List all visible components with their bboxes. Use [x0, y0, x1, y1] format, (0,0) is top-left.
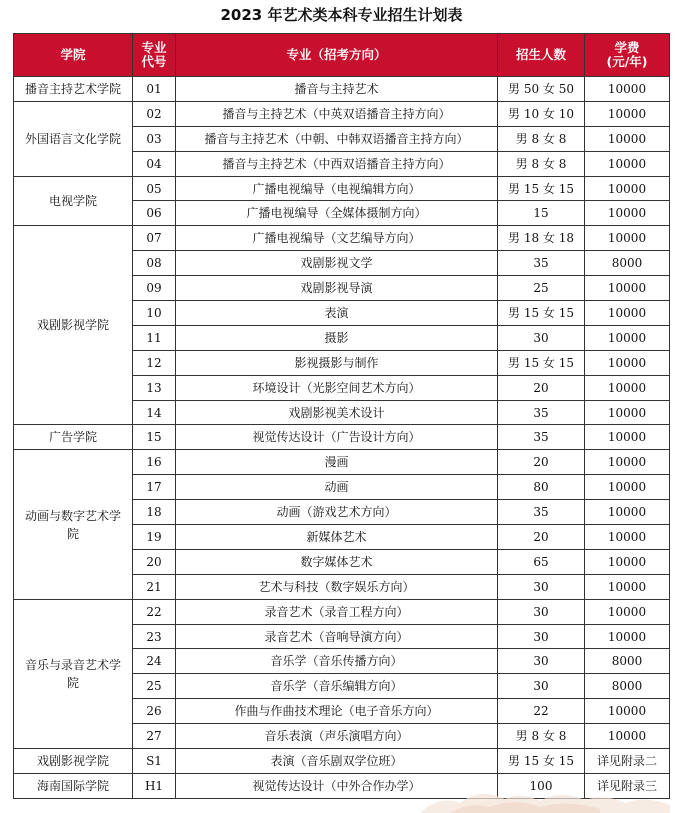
major-code-cell: 22: [133, 599, 176, 624]
major-cell: 播音与主持艺术（中英双语播音主持方向）: [176, 101, 498, 126]
college-cell: 电视学院: [14, 176, 133, 226]
major-cell: 音乐表演（声乐演唱方向）: [176, 724, 498, 749]
table-row: [14, 749, 670, 774]
major-cell: 广播电视编导（文艺编导方向）: [176, 226, 498, 251]
table-row: [14, 450, 670, 475]
fee-cell: 10000: [585, 525, 670, 550]
fee-cell: 10000: [585, 549, 670, 574]
quota-cell: 20: [498, 375, 585, 400]
table-row: [14, 599, 670, 624]
fee-cell: 10000: [585, 350, 670, 375]
quota-cell: 男 8 女 8: [498, 126, 585, 151]
major-cell: 录音艺术（录音工程方向）: [176, 599, 498, 624]
major-code-cell: 15: [133, 425, 176, 450]
major-cell: 作曲与作曲技术理论（电子音乐方向）: [176, 699, 498, 724]
major-code-cell: S1: [133, 749, 176, 774]
major-cell: 播音与主持艺术（中西双语播音主持方向）: [176, 151, 498, 176]
college-cell: 广告学院: [14, 425, 133, 450]
fee-cell: 10000: [585, 325, 670, 350]
major-code-cell: 09: [133, 276, 176, 301]
fee-cell: 10000: [585, 375, 670, 400]
college-cell: 外国语言文化学院: [14, 101, 133, 176]
quota-cell: 20: [498, 525, 585, 550]
fee-cell: 详见附录三: [585, 773, 670, 798]
major-cell: 表演（音乐剧双学位班）: [176, 749, 498, 774]
major-cell: 新媒体艺术: [176, 525, 498, 550]
major-code-cell: 12: [133, 350, 176, 375]
major-code-cell: 20: [133, 549, 176, 574]
header-major: 专业（招考方向）: [176, 34, 498, 77]
watermark-decoration: [420, 785, 670, 813]
major-code-cell: 23: [133, 624, 176, 649]
quota-cell: 男 15 女 15: [498, 350, 585, 375]
header-fee-line2: (元/年): [606, 54, 648, 69]
college-cell: 播音主持艺术学院: [14, 77, 133, 102]
major-cell: 漫画: [176, 450, 498, 475]
fee-cell: 10000: [585, 500, 670, 525]
quota-cell: 35: [498, 400, 585, 425]
major-code-cell: 18: [133, 500, 176, 525]
quota-cell: 30: [498, 624, 585, 649]
fee-cell: 10000: [585, 574, 670, 599]
major-code-cell: 17: [133, 475, 176, 500]
fee-cell: 10000: [585, 77, 670, 102]
major-code-cell: 27: [133, 724, 176, 749]
college-cell: 动画与数字艺术学院: [14, 450, 133, 599]
major-code-cell: 24: [133, 649, 176, 674]
quota-cell: 30: [498, 649, 585, 674]
quota-cell: 20: [498, 450, 585, 475]
major-code-cell: 10: [133, 301, 176, 326]
major-cell: 影视摄影与制作: [176, 350, 498, 375]
quota-cell: 35: [498, 500, 585, 525]
major-code-cell: 26: [133, 699, 176, 724]
major-code-cell: 11: [133, 325, 176, 350]
quota-cell: 男 18 女 18: [498, 226, 585, 251]
major-code-cell: H1: [133, 773, 176, 798]
quota-cell: 65: [498, 549, 585, 574]
major-cell: 广播电视编导（电视编辑方向）: [176, 176, 498, 201]
major-code-cell: 19: [133, 525, 176, 550]
major-cell: 表演: [176, 301, 498, 326]
fee-cell: 10000: [585, 400, 670, 425]
major-code-cell: 13: [133, 375, 176, 400]
college-cell: 戏剧影视学院: [14, 226, 133, 425]
fee-cell: 8000: [585, 674, 670, 699]
quota-cell: 22: [498, 699, 585, 724]
header-code-line2: 代号: [141, 54, 167, 69]
table-body: [14, 77, 670, 799]
quota-cell: 30: [498, 325, 585, 350]
header-code-line1: 专业: [141, 40, 167, 55]
fee-cell: 10000: [585, 599, 670, 624]
quota-cell: 100: [498, 773, 585, 798]
quota-cell: 30: [498, 574, 585, 599]
table-row: [14, 425, 670, 450]
quota-cell: 30: [498, 674, 585, 699]
major-cell: 播音与主持艺术: [176, 77, 498, 102]
major-cell: 广播电视编导（全媒体摄制方向）: [176, 201, 498, 226]
fee-cell: 10000: [585, 301, 670, 326]
quota-cell: 男 15 女 15: [498, 176, 585, 201]
college-cell: 海南国际学院: [14, 773, 133, 798]
major-code-cell: 02: [133, 101, 176, 126]
fee-cell: 10000: [585, 475, 670, 500]
table-row: [14, 77, 670, 102]
table-header-row: [14, 34, 670, 77]
table-row: [14, 226, 670, 251]
major-code-cell: 14: [133, 400, 176, 425]
header-fee-line1: 学费: [614, 40, 640, 55]
fee-cell: 10000: [585, 724, 670, 749]
fee-cell: 10000: [585, 176, 670, 201]
major-cell: 动画: [176, 475, 498, 500]
fee-cell: 10000: [585, 201, 670, 226]
major-cell: 动画（游戏艺术方向）: [176, 500, 498, 525]
fee-cell: 详见附录二: [585, 749, 670, 774]
major-cell: 视觉传达设计（中外合作办学）: [176, 773, 498, 798]
major-cell: 音乐学（音乐传播方向）: [176, 649, 498, 674]
quota-cell: 男 8 女 8: [498, 724, 585, 749]
major-code-cell: 08: [133, 251, 176, 276]
major-cell: 戏剧影视文学: [176, 251, 498, 276]
fee-cell: 10000: [585, 226, 670, 251]
quota-cell: 80: [498, 475, 585, 500]
fee-cell: 10000: [585, 699, 670, 724]
major-code-cell: 04: [133, 151, 176, 176]
enrollment-plan-table: [13, 33, 670, 799]
major-code-cell: 03: [133, 126, 176, 151]
fee-cell: 10000: [585, 151, 670, 176]
table-row: [14, 101, 670, 126]
fee-cell: 10000: [585, 450, 670, 475]
quota-cell: 35: [498, 425, 585, 450]
header-fee: [585, 34, 670, 77]
fee-cell: 10000: [585, 425, 670, 450]
major-code-cell: 01: [133, 77, 176, 102]
major-cell: 音乐学（音乐编辑方向）: [176, 674, 498, 699]
major-cell: 视觉传达设计（广告设计方向）: [176, 425, 498, 450]
major-code-cell: 05: [133, 176, 176, 201]
fee-cell: 10000: [585, 126, 670, 151]
table-row: [14, 176, 670, 201]
major-code-cell: 25: [133, 674, 176, 699]
quota-cell: 30: [498, 599, 585, 624]
major-code-cell: 21: [133, 574, 176, 599]
quota-cell: 35: [498, 251, 585, 276]
college-cell: 戏剧影视学院: [14, 749, 133, 774]
quota-cell: 男 50 女 50: [498, 77, 585, 102]
fee-cell: 10000: [585, 624, 670, 649]
major-cell: 摄影: [176, 325, 498, 350]
fee-cell: 10000: [585, 276, 670, 301]
quota-cell: 男 10 女 10: [498, 101, 585, 126]
quota-cell: 男 8 女 8: [498, 151, 585, 176]
major-code-cell: 16: [133, 450, 176, 475]
page-title: 2023 年艺术类本科专业招生计划表: [220, 6, 463, 24]
quota-cell: 25: [498, 276, 585, 301]
college-cell: 音乐与录音艺术学院: [14, 599, 133, 748]
major-cell: 艺术与科技（数字娱乐方向）: [176, 574, 498, 599]
quota-cell: 男 15 女 15: [498, 301, 585, 326]
major-cell: 环境设计（光影空间艺术方向）: [176, 375, 498, 400]
major-cell: 数字媒体艺术: [176, 549, 498, 574]
quota-cell: 男 15 女 15: [498, 749, 585, 774]
quota-cell: 15: [498, 201, 585, 226]
fee-cell: 8000: [585, 649, 670, 674]
major-code-cell: 07: [133, 226, 176, 251]
major-cell: 戏剧影视美术设计: [176, 400, 498, 425]
fee-cell: 10000: [585, 101, 670, 126]
major-code-cell: 06: [133, 201, 176, 226]
major-cell: 录音艺术（音响导演方向）: [176, 624, 498, 649]
header-quota: 招生人数: [498, 34, 585, 77]
major-cell: 戏剧影视导演: [176, 276, 498, 301]
major-cell: 播音与主持艺术（中朝、中韩双语播音主持方向）: [176, 126, 498, 151]
header-college: 学院: [14, 34, 133, 77]
fee-cell: 8000: [585, 251, 670, 276]
header-major-code: [133, 34, 176, 77]
